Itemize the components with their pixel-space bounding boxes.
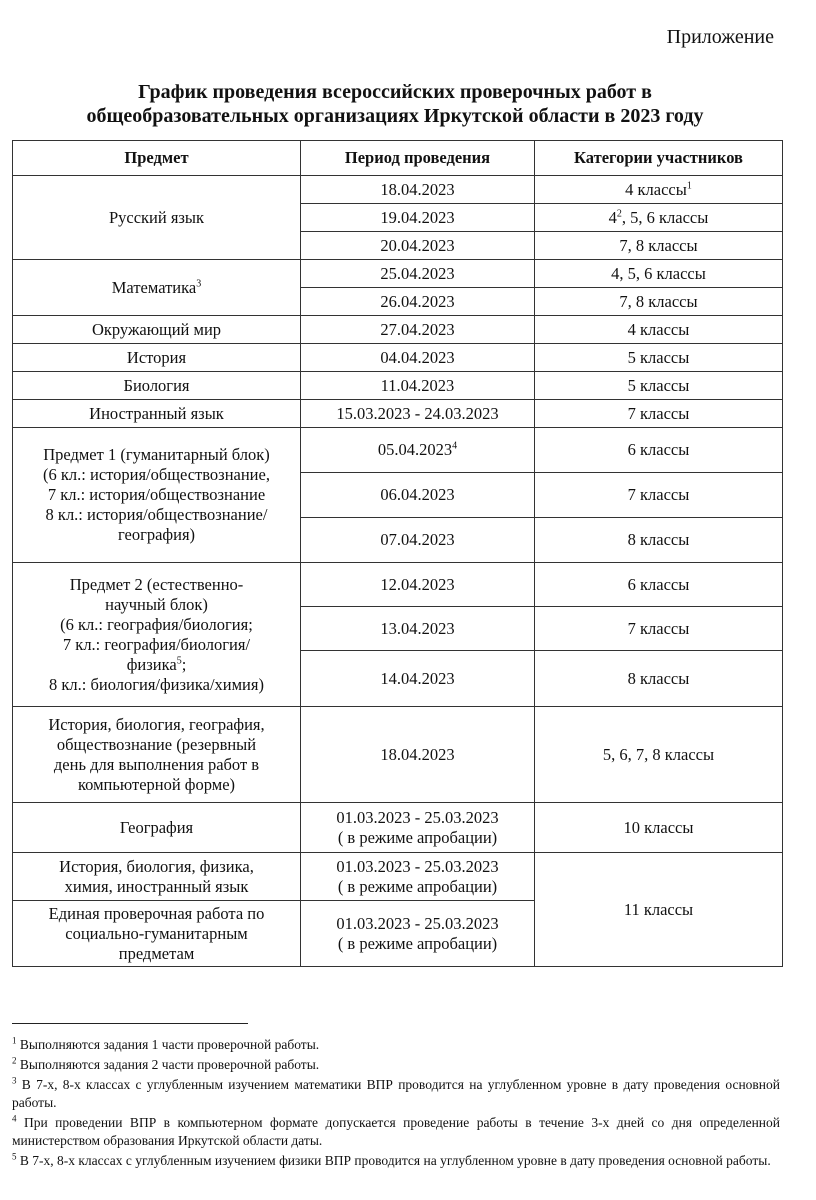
- footnote-number: 1: [12, 1035, 17, 1046]
- table-row: [13, 853, 783, 901]
- category-cell: 8 классы: [535, 651, 783, 707]
- date-note: ( в режиме апробации): [337, 933, 498, 953]
- subject-line: Единая проверочная работа по: [48, 903, 265, 923]
- subject-line: география): [117, 525, 196, 544]
- footnote: [12, 1036, 780, 1054]
- footnote: [12, 1056, 780, 1074]
- category-cell: 7 классы: [535, 400, 783, 428]
- document-title: [0, 80, 790, 128]
- category-cell: 5 классы: [535, 372, 783, 400]
- date-note: ( в режиме апробации): [337, 827, 498, 847]
- date-cell: 07.04.2023: [301, 518, 535, 563]
- date-cell: 27.04.2023: [301, 316, 535, 344]
- subject-line: История, биология, физика,: [59, 856, 254, 876]
- footnote-text: В 7-х, 8-х классах с углубленным изучением математики ВПР проводится на углубленном уровне в дату проведения основной работы.: [12, 1077, 781, 1110]
- physics-text: физика: [126, 654, 177, 674]
- footnote-ref: 4: [452, 440, 458, 452]
- table-row: [13, 176, 783, 204]
- subject-line: социально-гуманитарным: [65, 923, 248, 943]
- date-cell: 18.04.2023: [301, 707, 535, 803]
- table-row: [13, 707, 783, 803]
- category-cell: 5, 6, 7, 8 классы: [535, 707, 783, 803]
- date-cell: 11.04.2023: [301, 372, 535, 400]
- date-range: 01.03.2023 - 25.03.2023: [336, 807, 499, 827]
- subject-cell: [13, 428, 301, 563]
- category-cell: 5 классы: [535, 344, 783, 372]
- category-cell: 7, 8 классы: [535, 232, 783, 260]
- date-cell: 25.04.2023: [301, 260, 535, 288]
- date-cell: 19.04.2023: [301, 204, 535, 232]
- footnote-number: 4: [12, 1113, 17, 1124]
- category-prefix: 4: [608, 207, 617, 227]
- subject-line: (6 кл.: география/биология;: [60, 614, 253, 634]
- subject-line: [17, 655, 296, 675]
- category-cell: 11 классы: [535, 853, 783, 967]
- category-cell: [535, 176, 783, 204]
- category-cell: 10 классы: [535, 803, 783, 853]
- date-note: ( в режиме апробации): [337, 876, 498, 896]
- table-row: [13, 428, 783, 473]
- footnote: [12, 1152, 780, 1170]
- footnote-number: 3: [12, 1075, 17, 1086]
- subject-cell: Биология: [13, 372, 301, 400]
- footnote-text: При проведении ВПР в компьютерном формате допускается проведение работы в течение 3-х дней со дня определенной министерством образования Иркутской области даты.: [12, 1115, 781, 1148]
- subject-line: 7 кл.: история/обществознание: [47, 485, 266, 504]
- date-cell: 12.04.2023: [301, 563, 535, 607]
- date-cell: 13.04.2023: [301, 607, 535, 651]
- table-row: [13, 563, 783, 607]
- table-row: [13, 316, 783, 344]
- date-text: 05.04.2023: [377, 440, 453, 459]
- physics-tail: ;: [181, 654, 187, 674]
- footnote-separator: [12, 1023, 248, 1024]
- subject-line: (6 кл.: история/обществознание,: [43, 465, 270, 484]
- category-cell: 7 классы: [535, 607, 783, 651]
- category-text: , 5, 6 классы: [621, 207, 709, 227]
- subject-line: 8 кл.: биология/физика/химия): [49, 674, 264, 694]
- subject-text: Математика: [111, 277, 197, 297]
- table-row: [13, 372, 783, 400]
- date-cell: 06.04.2023: [301, 473, 535, 518]
- date-cell: 18.04.2023: [301, 176, 535, 204]
- subject-cell: [13, 707, 301, 803]
- subject-cell: [13, 901, 301, 967]
- category-cell: [535, 204, 783, 232]
- footnote: [12, 1114, 780, 1150]
- date-cell: 15.03.2023 - 24.03.2023: [301, 400, 535, 428]
- category-cell: 7, 8 классы: [535, 288, 783, 316]
- footnote-text: В 7-х, 8-х классах с углубленным изучением физики ВПР проводится на углубленном уровне в дату проведения основной работы.: [19, 1153, 771, 1168]
- footnote-text: Выполняются задания 2 части проверочной работы.: [19, 1057, 320, 1072]
- footnote-number: 2: [12, 1055, 17, 1066]
- subject-line: день для выполнения работ в: [53, 754, 260, 774]
- subject-cell: Окружающий мир: [13, 316, 301, 344]
- subject-line: научный блок): [105, 594, 208, 614]
- subject-line: Предмет 2 (естественно-: [69, 574, 244, 594]
- table-row: [13, 803, 783, 853]
- subject-cell: География: [13, 803, 301, 853]
- subject-line: 7 кл.: география/биология/: [62, 634, 251, 654]
- footnote-ref: 2: [616, 208, 622, 219]
- category-cell: 6 классы: [535, 428, 783, 473]
- footnote-text: Выполняются задания 1 части проверочной работы.: [19, 1037, 320, 1052]
- subject-cell: История: [13, 344, 301, 372]
- schedule-table: [12, 140, 783, 967]
- date-cell: [301, 803, 535, 853]
- date-cell: 20.04.2023: [301, 232, 535, 260]
- date-range: 01.03.2023 - 25.03.2023: [336, 856, 499, 876]
- table-row: [13, 400, 783, 428]
- date-cell: 14.04.2023: [301, 651, 535, 707]
- footnotes: [12, 1036, 780, 1172]
- subject-line: компьютерной форме): [77, 774, 236, 794]
- date-cell: [301, 853, 535, 901]
- category-cell: 6 классы: [535, 563, 783, 607]
- subject-cell: [13, 260, 301, 316]
- category-cell: 4 классы: [535, 316, 783, 344]
- footnote: [12, 1076, 780, 1112]
- subject-line: предметам: [118, 943, 195, 963]
- category-cell: 7 классы: [535, 473, 783, 518]
- header-subject: Предмет: [13, 141, 301, 176]
- date-cell: 26.04.2023: [301, 288, 535, 316]
- category-text: 4 классы: [625, 179, 687, 199]
- subject-cell: Русский язык: [13, 176, 301, 260]
- table-header-row: [13, 141, 783, 176]
- subject-line: обществознание (резервный: [56, 734, 257, 754]
- subject-line: 8 кл.: история/обществознание/: [45, 505, 268, 524]
- table-row: [13, 260, 783, 288]
- title-line-1: График проведения всероссийских проверочных работ в: [138, 81, 652, 103]
- category-cell: 4, 5, 6 классы: [535, 260, 783, 288]
- footnote-ref: 3: [196, 278, 202, 289]
- date-cell: [301, 428, 535, 473]
- header-period: Период проведения: [301, 141, 535, 176]
- footnote-ref: 1: [686, 180, 692, 191]
- subject-cell: Иностранный язык: [13, 400, 301, 428]
- title-line-2: общеобразовательных организациях Иркутской области в 2023 году: [86, 105, 704, 127]
- subject-cell: [13, 563, 301, 707]
- footnote-ref: 5: [176, 655, 182, 666]
- date-range: 01.03.2023 - 25.03.2023: [336, 913, 499, 933]
- subject-line: химия, иностранный язык: [64, 876, 249, 896]
- subject-cell: [13, 853, 301, 901]
- footnote-number: 5: [12, 1151, 17, 1162]
- header-category: Категории участников: [535, 141, 783, 176]
- date-cell: [301, 901, 535, 967]
- subject-line: Предмет 1 (гуманитарный блок): [43, 445, 270, 464]
- category-cell: 8 классы: [535, 518, 783, 563]
- date-cell: 04.04.2023: [301, 344, 535, 372]
- table-row: [13, 344, 783, 372]
- subject-line: История, биология, география,: [48, 714, 265, 734]
- appendix-label: Приложение: [666, 26, 774, 48]
